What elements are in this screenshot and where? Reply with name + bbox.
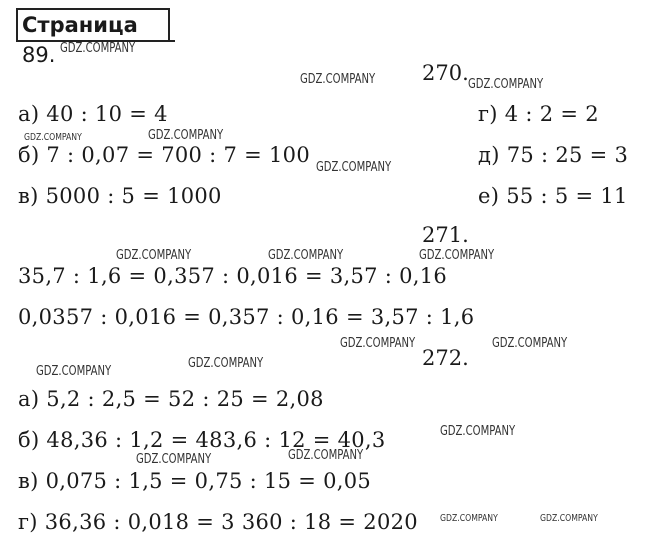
watermark: GDZ.COMPANY <box>440 424 516 439</box>
watermark: GDZ.COMPANY <box>188 356 264 371</box>
page-number: 89. <box>22 43 56 67</box>
watermark: GDZ.COMPANY <box>148 128 224 143</box>
watermark: GDZ.COMPANY <box>340 336 416 351</box>
problem-272-item-b: б) 48,36 : 1,2 = 483,6 : 12 = 40,3 <box>18 428 386 452</box>
problem-270-item-e: е) 55 : 5 = 11 <box>478 184 628 208</box>
problem-270-item-g: г) 4 : 2 = 2 <box>478 102 599 126</box>
problem-272-item-v: в) 0,075 : 1,5 = 0,75 : 15 = 0,05 <box>18 469 372 493</box>
watermark: GDZ.COMPANY <box>300 72 376 87</box>
watermark: GDZ.COMPANY <box>316 160 392 175</box>
watermark: GDZ.COMPANY <box>288 448 364 463</box>
watermark: GDZ.COMPANY <box>24 132 82 143</box>
problem-270-item-a: а) 40 : 10 = 4 <box>18 102 168 126</box>
watermark: GDZ.COMPANY <box>492 336 568 351</box>
watermark: GDZ.COMPANY <box>268 248 344 263</box>
watermark: GDZ.COMPANY <box>540 513 598 524</box>
watermark: GDZ.COMPANY <box>468 77 544 92</box>
problem-271-line-2: 0,0357 : 0,016 = 0,357 : 0,16 = 3,57 : 1,6 <box>18 305 475 329</box>
problem-272-item-a: а) 5,2 : 2,5 = 52 : 25 = 2,08 <box>18 387 324 411</box>
problem-271-line-1: 35,7 : 1,6 = 0,357 : 0,016 = 3,57 : 0,16 <box>18 264 448 288</box>
problem-271-number: 271. <box>422 223 469 247</box>
page-title-word: Страница <box>22 13 138 37</box>
watermark: GDZ.COMPANY <box>440 513 498 524</box>
watermark: GDZ.COMPANY <box>60 41 136 56</box>
problem-272-number: 272. <box>422 346 469 370</box>
watermark: GDZ.COMPANY <box>36 364 112 379</box>
problem-270-number: 270. <box>422 61 469 85</box>
watermark: GDZ.COMPANY <box>116 248 192 263</box>
problem-270-item-b: б) 7 : 0,07 = 700 : 7 = 100 <box>18 143 310 167</box>
watermark: GDZ.COMPANY <box>419 248 495 263</box>
problem-270-item-d: д) 75 : 25 = 3 <box>478 143 629 167</box>
problem-272-item-g: г) 36,36 : 0,018 = 3 360 : 18 = 2020 <box>18 510 418 534</box>
watermark: GDZ.COMPANY <box>136 452 212 467</box>
problem-270-item-v: в) 5000 : 5 = 1000 <box>18 184 222 208</box>
header-underline <box>170 40 175 42</box>
